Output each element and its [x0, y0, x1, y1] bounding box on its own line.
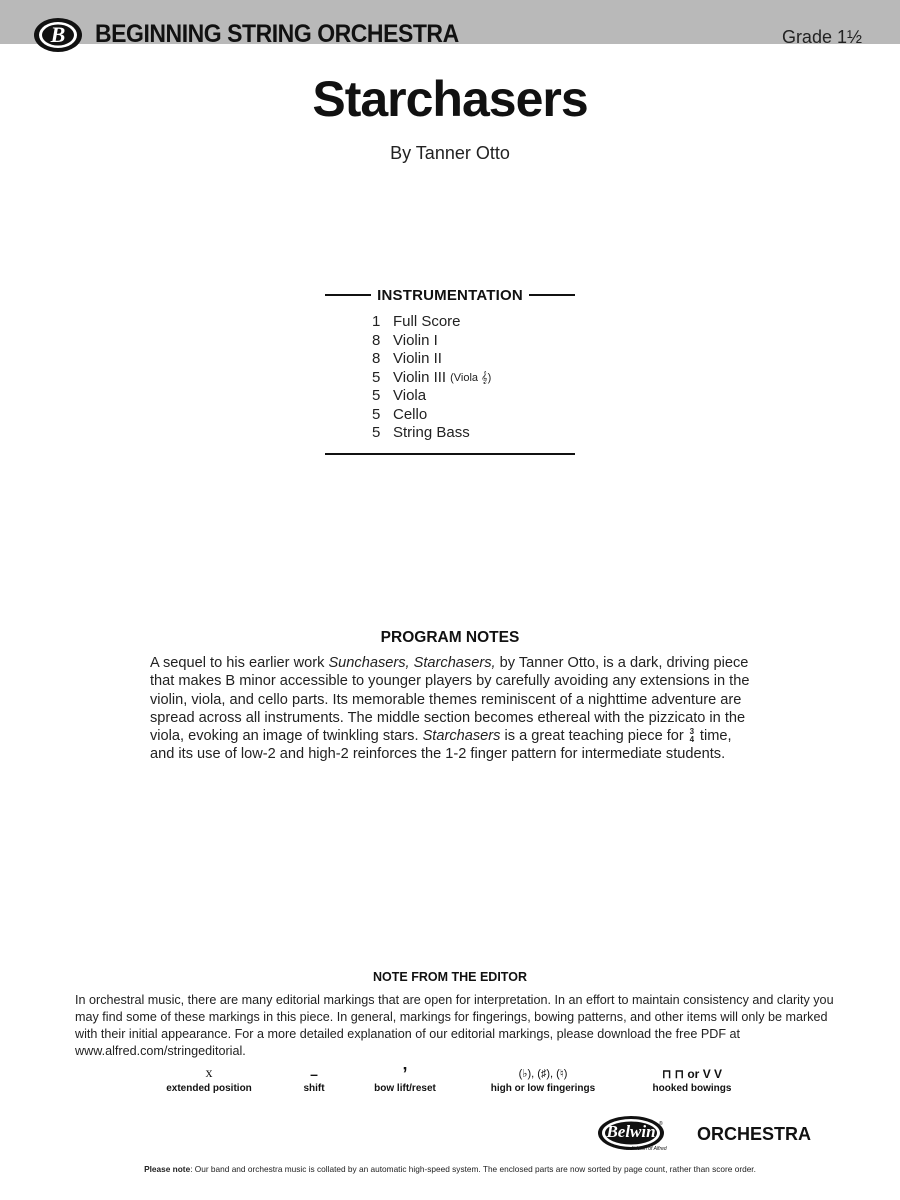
instrumentation-heading-text: INSTRUMENTATION [377, 286, 523, 304]
series-title: BEGINNING STRING ORCHESTRA [95, 20, 459, 48]
marking-shift [303, 1066, 324, 1094]
editor-note-heading: NOTE FROM THE EDITOR [373, 970, 527, 984]
instrumentation-bottom-rule [325, 453, 575, 455]
marking-extended-position [166, 1066, 252, 1094]
orchestra-word: ORCHESTRA [697, 1124, 812, 1144]
instrument-qty: 5 [372, 424, 381, 441]
marking-fingerings [491, 1066, 595, 1094]
marking-label: hooked bowings [652, 1083, 732, 1094]
instrument-row [372, 406, 491, 425]
instrument-name: Violin I [393, 331, 438, 349]
marking-hooked-bowings [653, 1066, 732, 1094]
heading-rule-right [529, 294, 575, 296]
grade-level: Grade 1½ [781, 27, 862, 47]
footer-label: Please note [144, 1164, 191, 1174]
footer-note [0, 1164, 900, 1174]
instrument-qty: 5 [372, 368, 381, 386]
instrument-name: Violin II [393, 350, 442, 367]
instrument-name: Violin III [393, 368, 447, 386]
instrument-row [372, 350, 491, 369]
instrument-name: Full Score [393, 313, 461, 330]
instrument-row [372, 369, 491, 388]
instrument-qty: 5 [372, 405, 381, 423]
heading-rule-left [325, 294, 371, 296]
instrument-qty: 8 [372, 331, 381, 349]
fingering-symbols: (♭), (♯), (♮) [518, 1068, 568, 1080]
marking-label: extended position [166, 1083, 252, 1094]
work-title: Starchasers [422, 728, 501, 745]
time-signature: 3 4 [689, 727, 695, 745]
marking-label: shift [303, 1083, 325, 1094]
instrument-qty: 1 [372, 313, 381, 330]
instrument-name: Viola [393, 387, 427, 404]
bowing-symbols: ⊓ ⊓ or V V [661, 1067, 723, 1081]
extended-position-symbol: x [205, 1066, 213, 1081]
instrument-row [372, 332, 491, 351]
instrument-row [372, 424, 491, 443]
composer: By Tanner Otto [390, 143, 510, 163]
brand-name: Belwin [606, 1122, 656, 1141]
footer-text: : Our band and orchestra music is collated by an automatic high-speed system. The enclosed parts are now sorted by page count, rather than score order. [190, 1164, 756, 1174]
instrument-qty: 8 [372, 350, 381, 367]
bow-lift-symbol: ’ [402, 1064, 408, 1084]
instrument-name: String Bass [393, 424, 470, 441]
belwin-orchestra-logo [596, 1113, 831, 1153]
work-title: Sunchasers, Starchasers, [328, 655, 496, 671]
program-notes-text: A sequel to his earlier work Sunchasers, Starchasers, by Tanner Otto, is a dark, driving piece that makes B minor accessible to younger players by carefully avoiding any extensions in the violin, viola, and cello parts. Its memorable themes reminiscent of a nighttime adventure are spread across all instruments. The middle section becomes ethereal with the pizzicato in the viola, evoking an image of twinkling stars. Starchasers is a great teaching piece for 3 4 time, and its use of low-2 and high-2 reinforces the 1-2 finger pattern for intermediate students. [150, 655, 750, 763]
instrument-name: Cello [393, 405, 428, 423]
instrument-row [372, 313, 491, 332]
instrument-note: (Viola 𝄞) [450, 371, 492, 384]
tagline: a division of Alfred [626, 1146, 667, 1152]
piece-title: Starchasers [312, 71, 588, 127]
program-notes-heading: PROGRAM NOTES [380, 629, 520, 646]
trademark: ® [659, 1121, 663, 1127]
marking-bow-lift [374, 1066, 436, 1094]
marking-label: bow lift/reset [374, 1083, 436, 1094]
instrumentation-heading [325, 285, 575, 305]
logo-letter: B [50, 22, 66, 47]
marking-label: high or low fingerings [490, 1083, 596, 1094]
instrumentation-list [372, 313, 491, 443]
instrument-qty: 5 [372, 387, 381, 404]
beginning-strings-logo [32, 15, 84, 55]
shift-symbol: – [310, 1066, 318, 1082]
instrument-row [372, 387, 491, 406]
editor-note-text: In orchestral music, there are many editorial markings that are open for interpretation. In an effort to maintain consistency and clarity you may find some of these markings in this piece. In general, markings for fingerings, bowing patterns, and other items will only be marked with their initial appearance. For a more detailed explanation of our editorial markings, please download the free PDF at www.alfred.com/stringeditorial. [75, 993, 834, 1058]
